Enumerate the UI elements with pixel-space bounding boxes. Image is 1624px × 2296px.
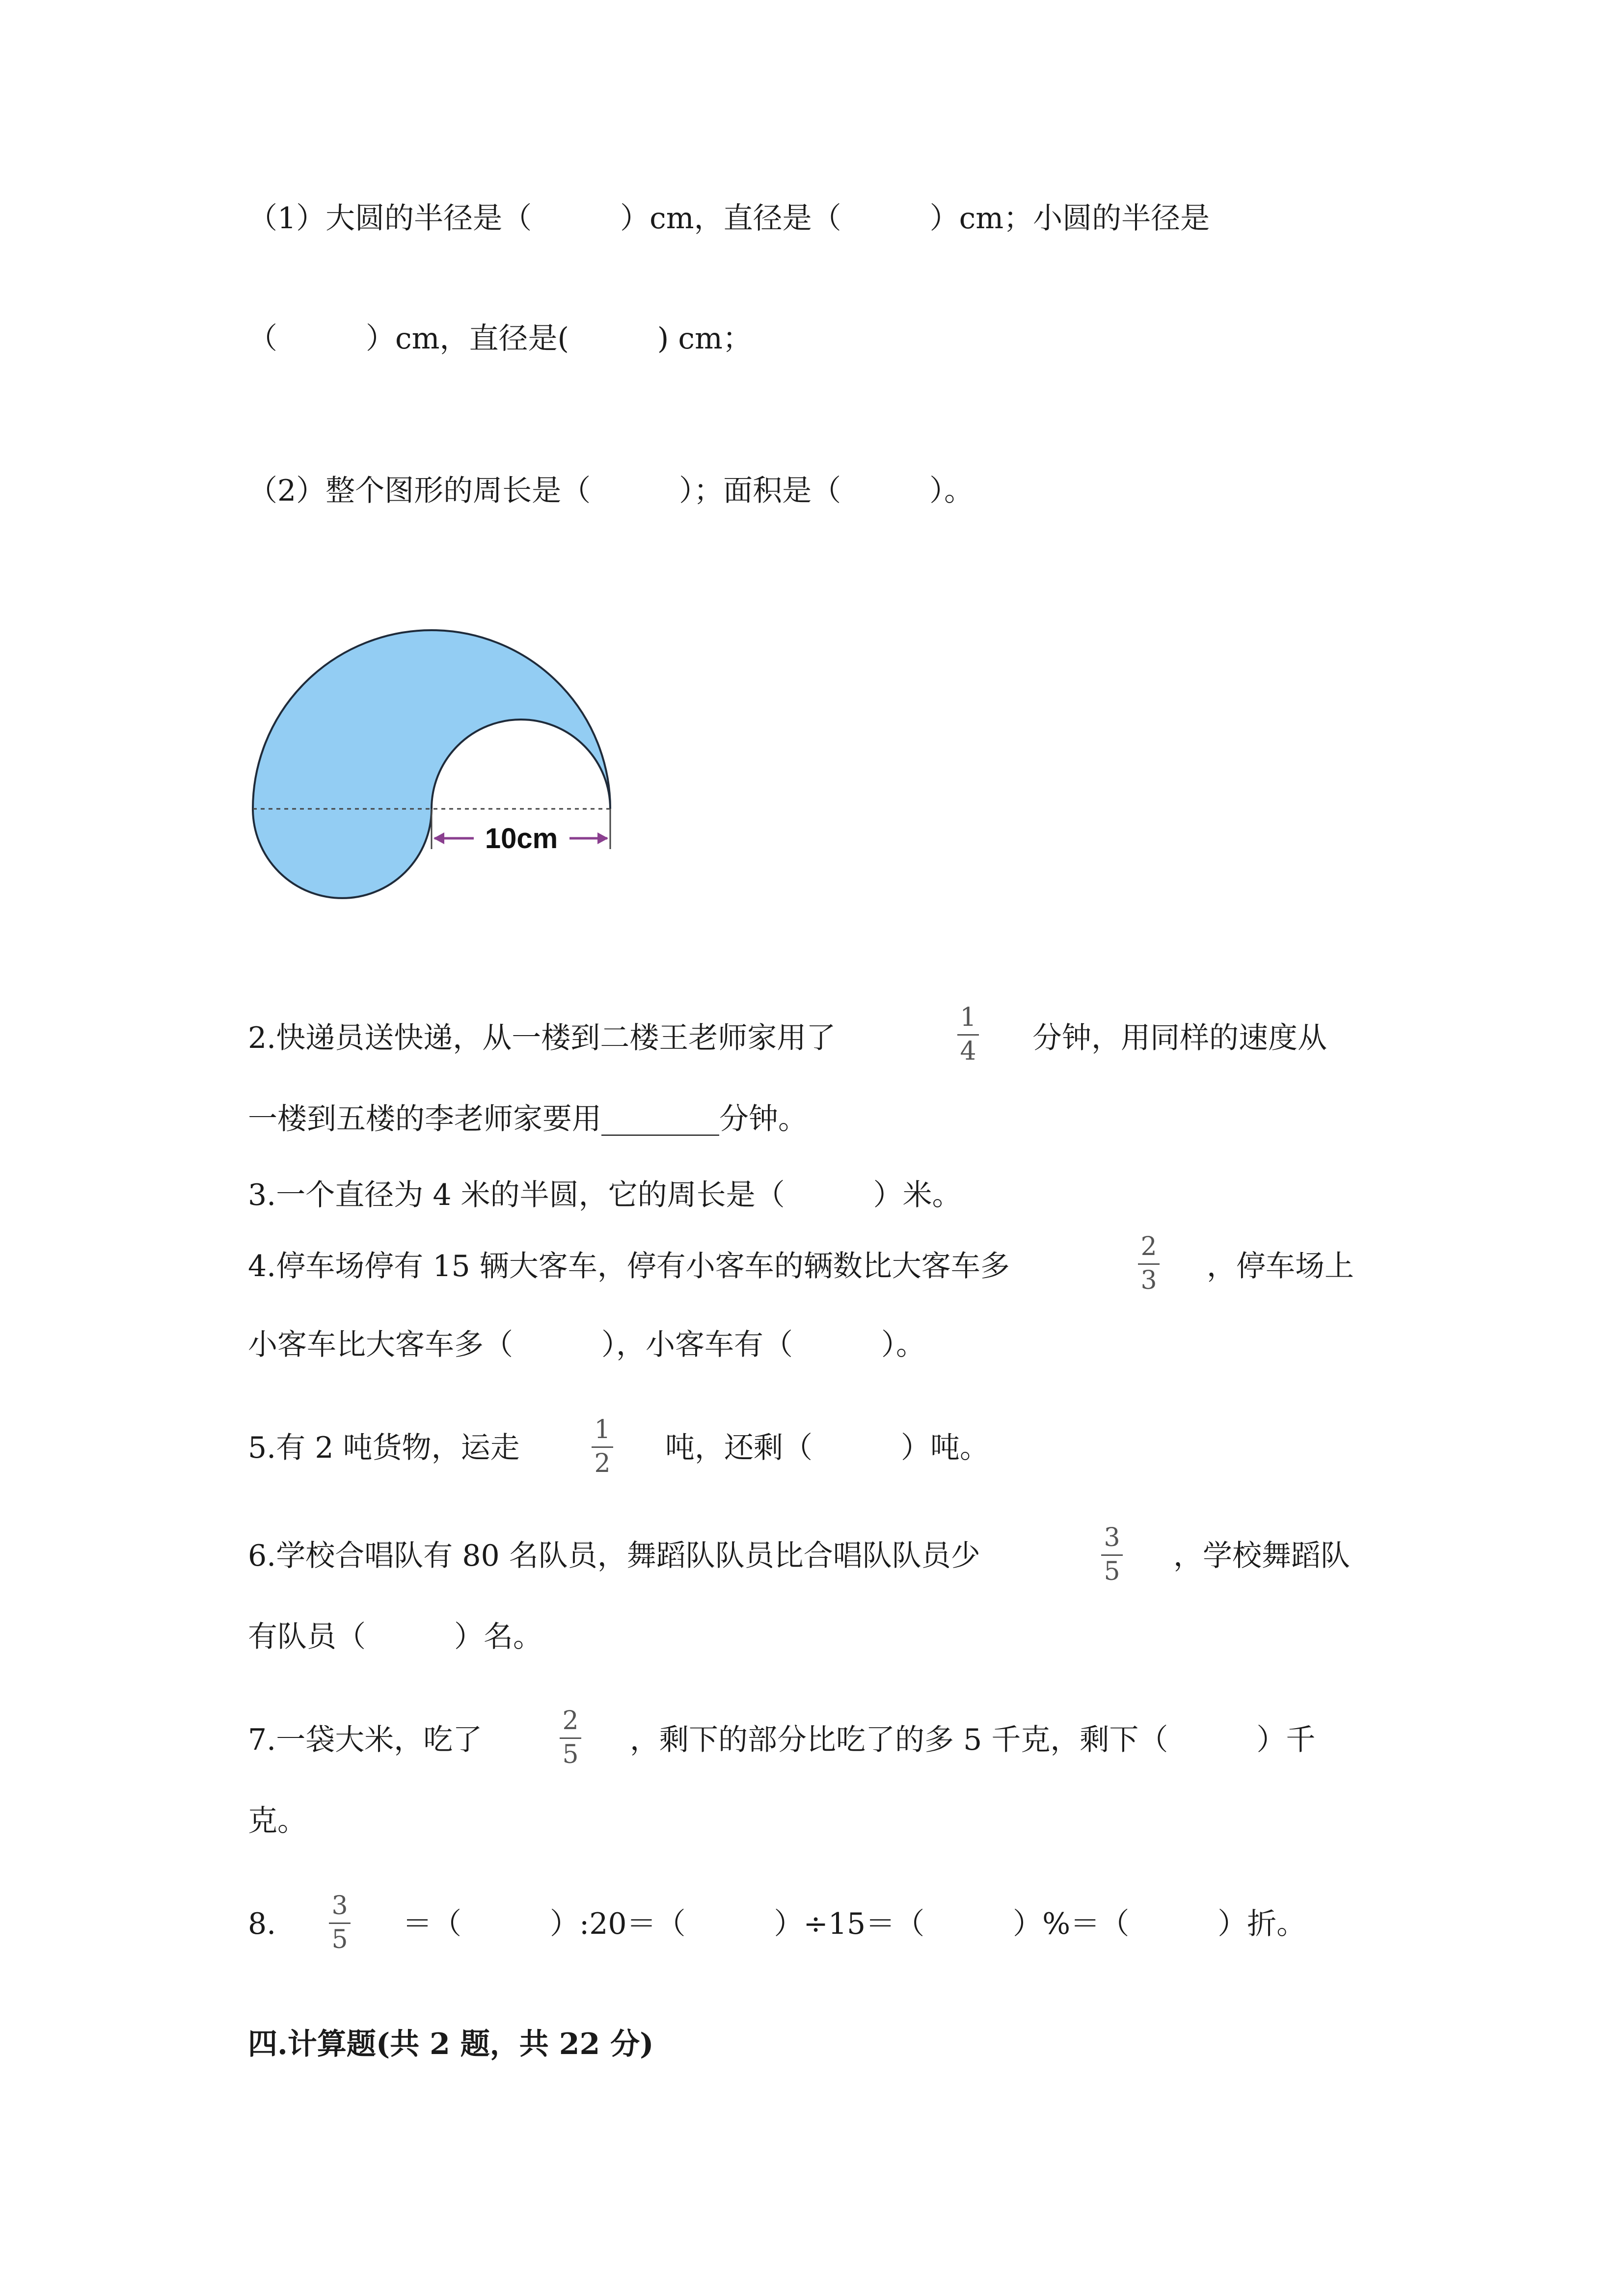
arrowhead-right-icon [597,832,608,844]
fraction-denominator: 2 [594,1449,611,1478]
q7-line2: 克。 [248,1804,307,1838]
q2-fraction [957,1004,979,1065]
fraction-numerator: 2 [562,1706,579,1735]
q8-text-before: 8. [248,1907,276,1941]
fraction-numerator: 3 [1104,1523,1120,1552]
fraction-denominator: 5 [562,1740,579,1769]
shaded-region [253,630,610,898]
fraction-numerator: 1 [594,1415,611,1444]
q8-text-after: ＝（ ）:20＝（ ）÷15＝（ ）%＝（ ）折。 [403,1907,1306,1941]
q6-text-before: 6.学校合唱队有 80 名队员，舞蹈队队员比合唱队队员少 [248,1539,980,1573]
q7-text-before: 7.一袋大米，吃了 [248,1723,483,1757]
q2-text-after: 分钟，用同样的速度从 [1032,1021,1327,1055]
section-heading: 四.计算题(共 2 题，共 22 分) [248,2027,654,2061]
q6-line2: 有队员（ ）名。 [248,1620,542,1654]
q5-fraction [592,1416,613,1477]
q7-text-after: ，剩下的部分比吃了的多 5 千克，剩下（ ）千 [630,1723,1316,1757]
fraction-denominator: 5 [1104,1557,1120,1586]
q4-text-after: ，停车场上 [1207,1249,1354,1283]
fraction-denominator: 4 [960,1037,976,1066]
q1-part2: （2）整个图形的周长是（ ）；面积是（ ）。 [248,474,974,508]
fraction-bar [592,1446,613,1448]
fraction-numerator: 1 [960,1003,976,1032]
fraction-bar [329,1922,351,1924]
q4-line2: 小客车比大客车多（ ），小客车有（ ）。 [248,1328,925,1362]
fraction-numerator: 3 [331,1891,348,1921]
fraction-bar [560,1737,581,1739]
q1-part1-line2: （ ）cm，直径是( ) cm； [248,321,752,356]
q1-part1-line1: （1）大圆的半径是（ ）cm，直径是（ ）cm；小圆的半径是 [248,201,1210,236]
q2-text-before: 2.快递员送快递，从一楼到二楼王老师家用了 [248,1021,836,1055]
q4-text-before: 4.停车场停有 15 辆大客车，停有小客车的辆数比大客车多 [248,1249,1010,1283]
q6-text-after: ，学校舞蹈队 [1173,1539,1350,1573]
fraction-bar [1101,1554,1123,1556]
q6-fraction [1101,1524,1123,1585]
q7-fraction [560,1707,581,1768]
fraction-bar [957,1034,979,1036]
fraction-numerator: 2 [1140,1232,1157,1261]
q5-text-before: 5.有 2 吨货物，运走 [248,1431,520,1465]
crescent-figure [248,623,631,908]
arrowhead-left-icon [433,832,444,844]
q4-fraction [1138,1233,1160,1294]
q8-fraction [329,1892,351,1953]
fraction-bar [1138,1263,1160,1265]
q2-line2: 一楼到五楼的李老师家要用________分钟。 [248,1102,808,1136]
dimension-label: 10cm [485,823,558,854]
fraction-denominator: 3 [1140,1266,1157,1295]
q5-text-after: 吨，还剩（ ）吨。 [665,1431,989,1465]
fraction-denominator: 5 [331,1925,348,1954]
q3-text: 3.一个直径为 4 米的半圆，它的周长是（ ）米。 [248,1178,962,1212]
